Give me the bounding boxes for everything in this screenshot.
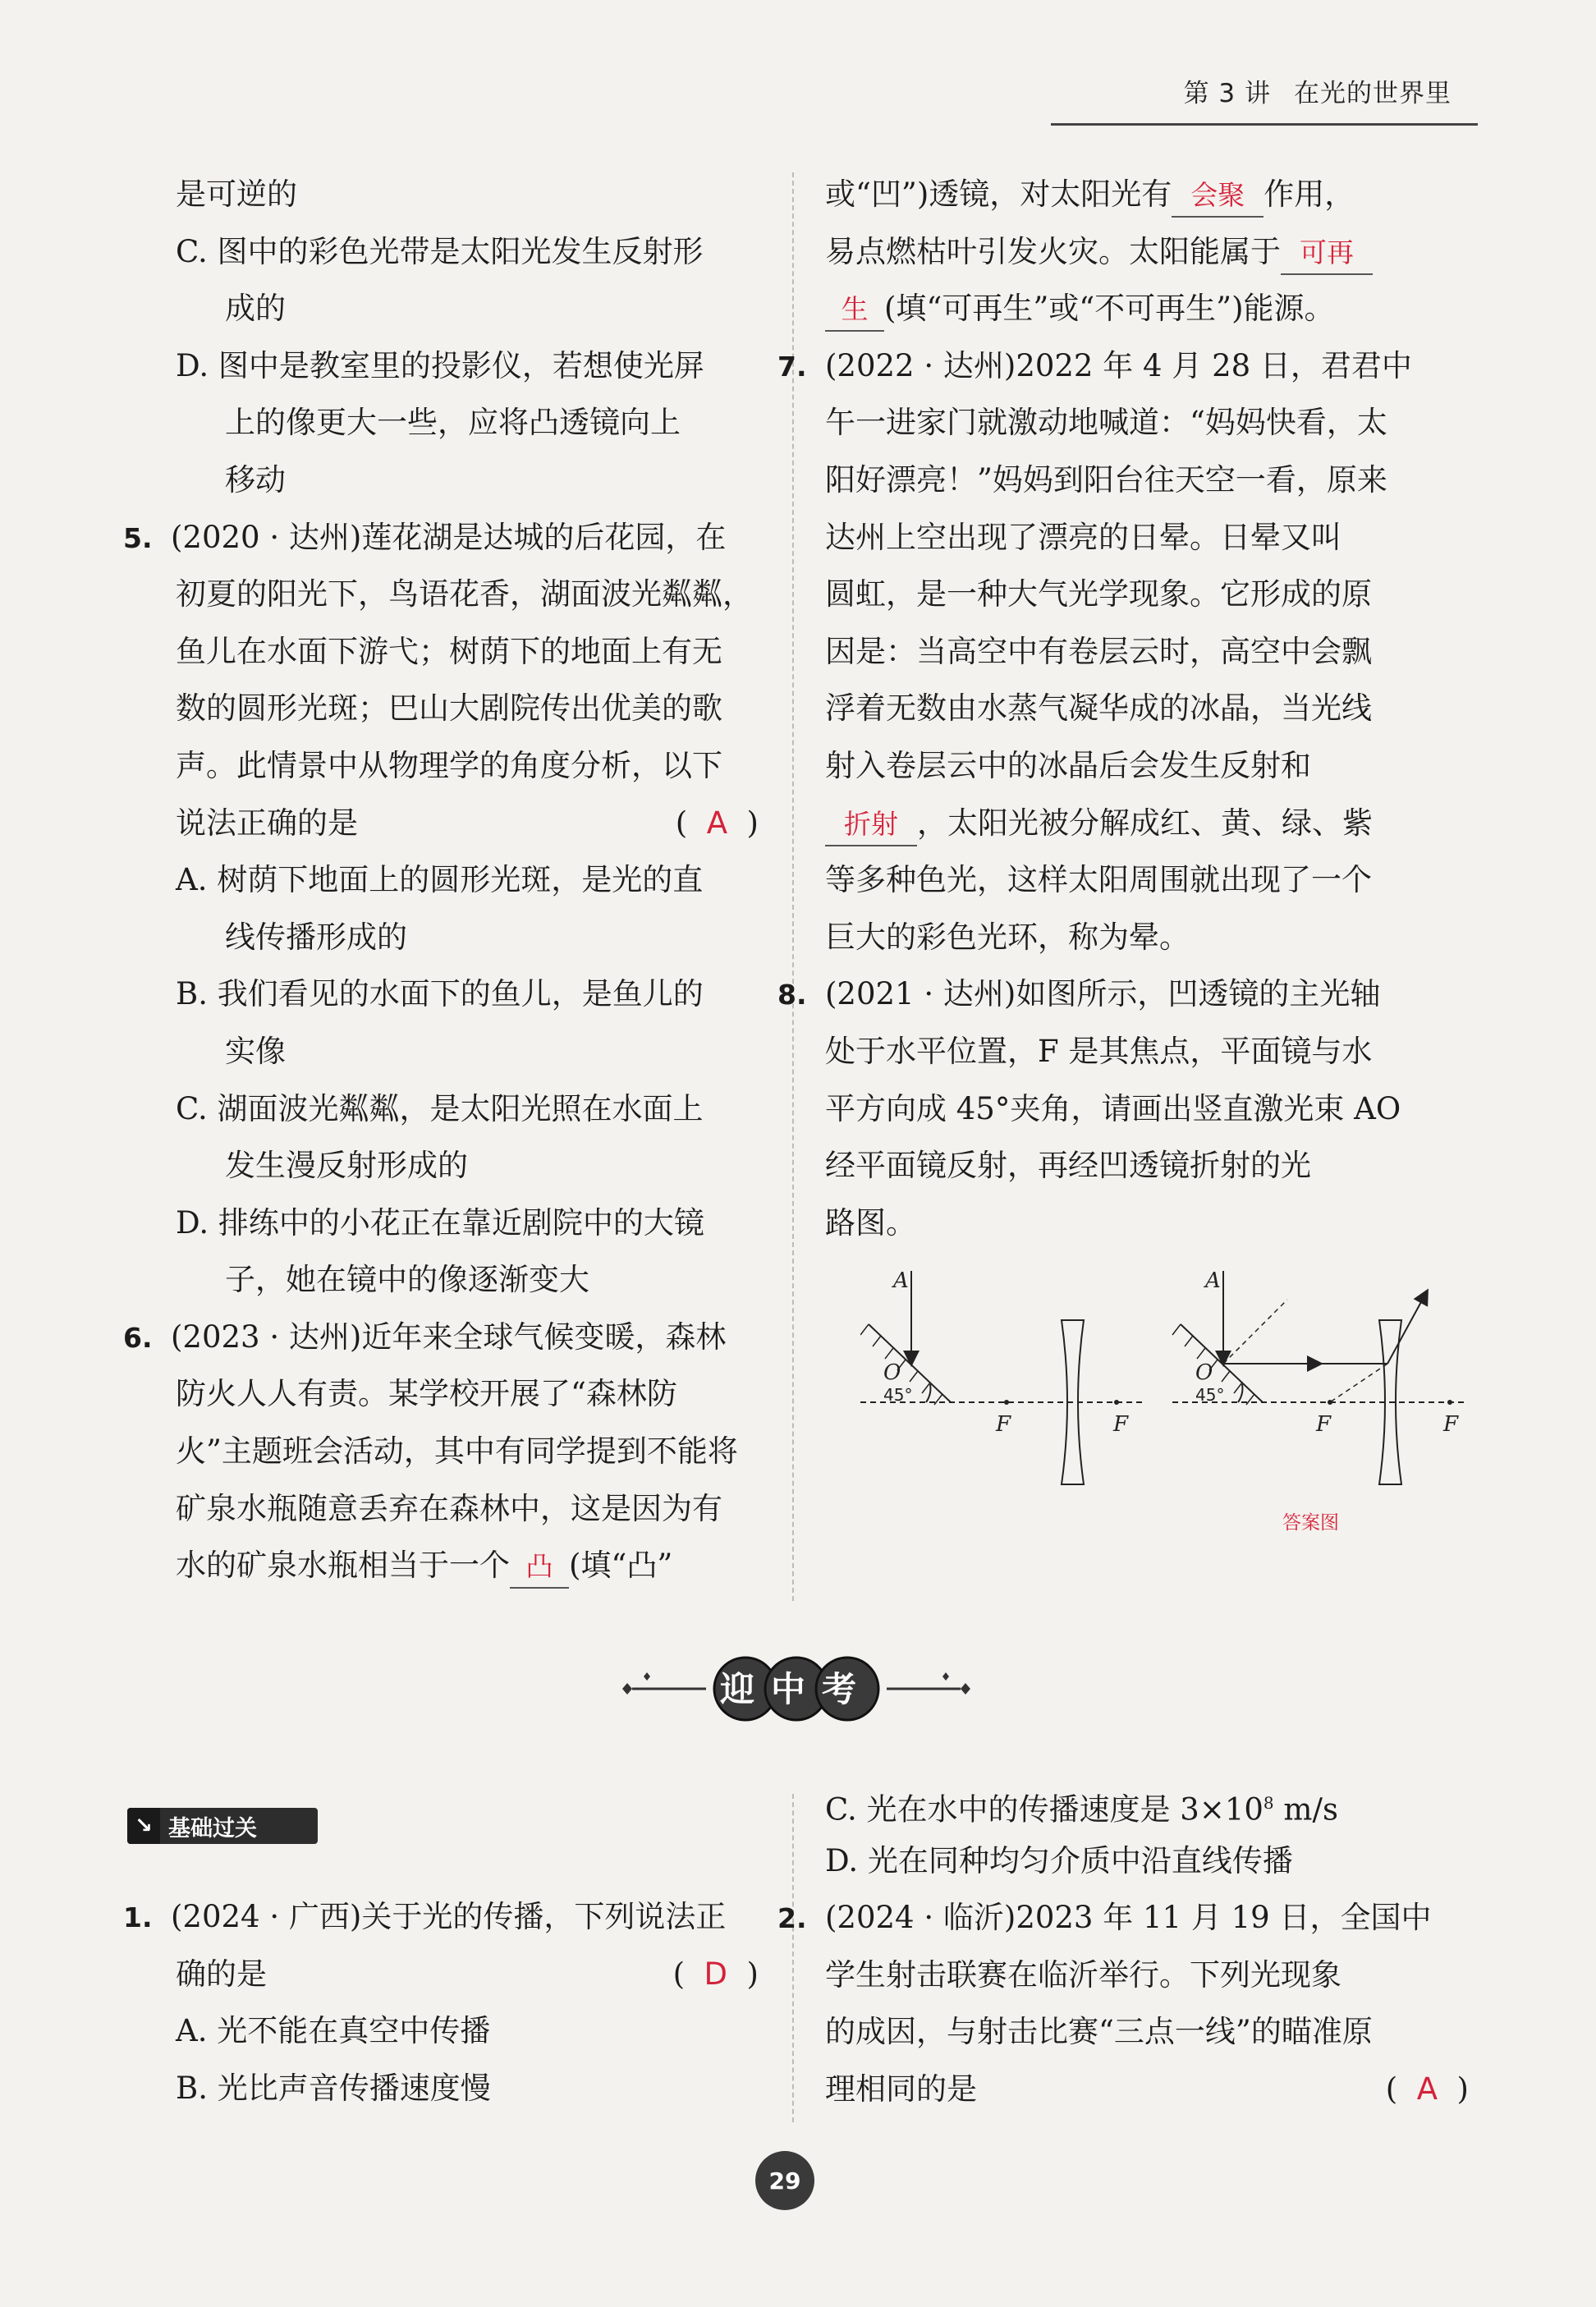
question-number: 1. — [123, 1901, 153, 1933]
question-8 — [777, 965, 1474, 1023]
answer-blank: 会聚 — [1172, 175, 1264, 218]
text-line: 移动 — [225, 461, 286, 498]
arrow-down-right-icon: ↘ — [127, 1808, 160, 1844]
question-b1 — [123, 1888, 764, 1946]
exponent: 8 — [1263, 1793, 1274, 1813]
label-o: O — [883, 1360, 901, 1385]
label-a: A — [1205, 1268, 1221, 1293]
answer-paren: ( D ) — [672, 1956, 759, 1992]
left-column — [123, 166, 764, 1594]
text-line: 上的像更大一些，应将凸透镜向上 — [225, 405, 681, 441]
question-7 — [777, 337, 1474, 395]
text-segment: C. 光在水中的传播速度是 3×10 — [825, 1791, 1264, 1828]
text-line: 火”主题班会活动，其中有同学提到不能将 — [176, 1433, 738, 1470]
option-c: C. 湖面波光粼粼，是太阳光照在水面上 — [176, 1090, 704, 1126]
label-angle: 45° — [1195, 1385, 1225, 1405]
answer-choice: A — [1416, 2071, 1438, 2107]
header-rule — [1051, 123, 1478, 126]
text-line: 声。此情景中从物理学的角度分析，以下 — [176, 747, 722, 783]
text-line: 圆虹，是一种大气光学现象。它形成的原 — [825, 576, 1372, 612]
label-f: F — [1443, 1412, 1459, 1437]
text-segment: 理相同的是 — [825, 2071, 977, 2107]
label-a: A — [893, 1268, 909, 1293]
question-5 — [123, 509, 764, 566]
text-line: (2024 · 广西)关于光的传播，下列说法正 — [171, 1899, 727, 1934]
page-header — [1184, 72, 1452, 109]
answer-blank: 可再 — [1281, 232, 1373, 275]
text-line: 达州上空出现了漂亮的日晕。日晕又叫 — [825, 519, 1341, 555]
section-banner — [608, 1652, 985, 1726]
text-segment: 说法正确的是 — [176, 805, 358, 841]
answer-choice: A — [706, 805, 728, 841]
text-line: 发生漫反射形成的 — [225, 1148, 468, 1184]
answer-blank: 折射 — [825, 804, 917, 846]
text-segment: (填“凸” — [569, 1548, 673, 1584]
text-line: 实像 — [225, 1033, 286, 1069]
section-title: 基础过关 — [168, 1815, 257, 1841]
text-line: 经平面镜反射，再经凹透镜折射的光 — [825, 1148, 1311, 1184]
text-line: (2022 · 达州)2022 年 4 月 28 日，君君中 — [825, 347, 1412, 383]
question-number: 2. — [777, 1902, 807, 1935]
text-segment: m/s — [1273, 1791, 1338, 1828]
text-line: 初夏的阳光下，鸟语花香，湖面波光粼粼， — [176, 576, 753, 612]
answer-choice: D — [704, 1956, 728, 1992]
label-angle: 45° — [883, 1385, 913, 1405]
text-line — [123, 1946, 764, 2003]
text-line: (2021 · 达州)如图所示，凹透镜的主光轴 — [825, 976, 1381, 1012]
text-line — [825, 166, 1474, 223]
question-b2 — [777, 1889, 1474, 1947]
question-number: 8. — [777, 979, 807, 1011]
text-line — [825, 280, 1474, 337]
text-segment: 作用， — [1264, 177, 1355, 212]
text-line — [825, 795, 1474, 852]
answer-figure — [1172, 1268, 1468, 1484]
text-line: 子，她在镜中的像逐渐变大 — [225, 1262, 589, 1298]
text-line: 线传播形成的 — [225, 919, 407, 955]
text-line: 数的圆形光斑；巴山大剧院传出优美的歌 — [176, 690, 722, 727]
text-line: 矿泉水瓶随意丢弃在森林中，这是因为有 — [176, 1490, 722, 1526]
option-d: D. 图中是教室里的投影仪，若想使光屏 — [176, 347, 704, 383]
label-f: F — [996, 1412, 1011, 1437]
text-line: 午一进家门就激动地喊道：“妈妈快看，太 — [825, 405, 1387, 441]
text-line: (2024 · 临沂)2023 年 11 月 19 日，全国中 — [825, 1900, 1432, 1936]
text-line: 浮着无数由水蒸气凝华成的冰晶，当光线 — [825, 690, 1372, 727]
question-number: 6. — [123, 1321, 153, 1354]
text-line: 等多种色光，这样太阳周围就出现了一个 — [825, 862, 1372, 898]
label-o: O — [1195, 1360, 1213, 1385]
option-a: A. 树荫下地面上的圆形光斑，是光的直 — [176, 862, 704, 898]
lower-left-column — [123, 1888, 764, 2117]
right-column — [777, 166, 1474, 1251]
option-b: B. 我们看见的水面下的鱼儿，是鱼儿的 — [176, 976, 704, 1012]
option-c: C. 图中的彩色光带是太阳光发生反射形 — [176, 233, 704, 269]
text-line — [123, 1537, 764, 1594]
text-line: 路图。 — [825, 1204, 916, 1241]
text-line: 平方向成 45°夹角，请画出竖直激光束 AO — [825, 1090, 1401, 1126]
text-line — [123, 795, 764, 852]
text-line: 防火人人有责。某学校开展了“森林防 — [176, 1376, 677, 1412]
question-6 — [123, 1309, 764, 1366]
label-f: F — [1113, 1412, 1129, 1437]
text-line: (2020 · 达州)莲花湖是达城的后花园，在 — [171, 519, 727, 555]
text-line: (2023 · 达州)近年来全球气候变暖，森林 — [171, 1319, 727, 1355]
text-line: 是可逆的 — [176, 177, 297, 212]
text-line: 射入卷层云中的冰晶后会发生反射和 — [825, 747, 1311, 783]
option-b: B. 光比声音传播速度慢 — [176, 2070, 491, 2106]
text-segment: (填“可再生”或“不可再生”)能源。 — [884, 291, 1335, 327]
option-c — [825, 1775, 1474, 1832]
question-figure — [860, 1271, 1144, 1484]
text-line: 处于水平位置，F 是其焦点，平面镜与水 — [825, 1033, 1373, 1069]
lesson-number: 第 3 讲 — [1183, 79, 1271, 108]
optics-diagram — [860, 1254, 1476, 1542]
text-line: 因是：当高空中有卷层云时，高空中会飘 — [825, 633, 1372, 669]
page-number: 29 — [755, 2151, 814, 2210]
text-line — [825, 2061, 1474, 2118]
answer-blank: 凸 — [510, 1546, 569, 1589]
figure-caption: 答案图 — [1282, 1512, 1339, 1534]
lower-right-column — [777, 1775, 1474, 2118]
question-number: 7. — [777, 350, 807, 383]
text-segment: 确的是 — [176, 1956, 267, 1992]
focus-point — [1114, 1400, 1119, 1405]
lesson-title: 在光的世界里 — [1294, 79, 1452, 108]
label-f: F — [1316, 1412, 1332, 1437]
option-a: A. 光不能在真空中传播 — [176, 2013, 491, 2049]
text-line: 成的 — [225, 291, 286, 327]
answer-paren: ( A ) — [675, 805, 759, 841]
text-segment: ，太阳光被分解成红、黄、绿、紫 — [917, 805, 1373, 841]
text-line: 的成因，与射击比赛“三点一线”的瞄准原 — [825, 2014, 1373, 2050]
question-number: 5. — [123, 521, 153, 554]
text-segment: 或“凹”)透镜，对太阳光有 — [825, 177, 1172, 212]
text-line: 鱼儿在水面下游弋；树荫下的地面上有无 — [176, 633, 722, 669]
banner-title: 迎中考 — [719, 1669, 874, 1709]
text-line: 阳好漂亮！”妈妈到阳台往天空一看，原来 — [825, 461, 1387, 498]
option-d: D. 光在同种均匀介质中沿直线传播 — [825, 1842, 1293, 1878]
option-d: D. 排练中的小花正在靠近剧院中的大镜 — [176, 1204, 704, 1241]
text-line: 学生射击联赛在临沂举行。下列光现象 — [825, 1956, 1341, 1993]
section-tag — [127, 1808, 318, 1844]
answer-paren: ( A ) — [1385, 2071, 1469, 2107]
text-segment: 易点燃枯叶引发火灾。太阳能属于 — [825, 233, 1281, 269]
column-divider-lower — [792, 1794, 794, 2122]
text-line — [825, 223, 1474, 281]
text-segment: 水的矿泉水瓶相当于一个 — [176, 1548, 510, 1584]
answer-blank: 生 — [825, 289, 884, 332]
text-line: 巨大的彩色光环，称为晕。 — [825, 919, 1190, 955]
focus-point — [1004, 1400, 1009, 1405]
